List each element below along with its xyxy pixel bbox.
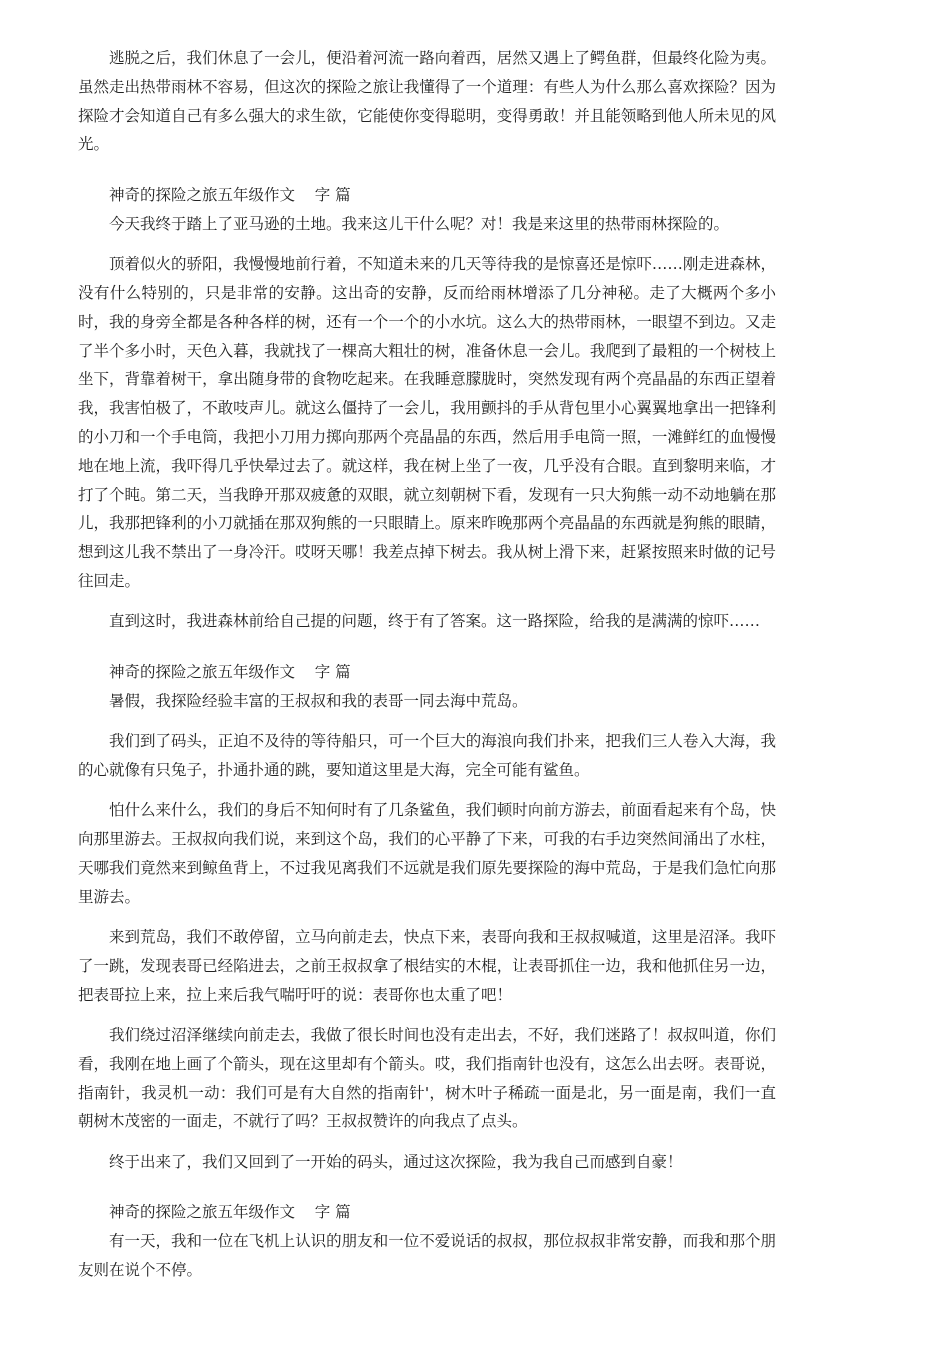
- paragraph: 来到荒岛，我们不敢停留，立马向前走去，快点下来，表哥向我和王叔叔喊道，这里是沼泽。我吓了一跳，发现表哥已经陷进去，之前王叔叔拿了根结实的木棍，让表哥抓住一边，我和他抓住另一边，把表哥拉上来，拉上来后我气喘吁吁的说：表哥你也太重了吧！: [78, 928, 776, 1004]
- paragraph: 怕什么来什么，我们的身后不知何时有了几条鲨鱼，我们顿时向前方游去，前面看起来有个岛，快向那里游去。王叔叔向我们说，来到这个岛，我们的心平静了下来，可我的右手边突然间涌出了水柱，天哪我们竟然来到鲸鱼背上，不过我见离我们不远就是我们原先要探险的海中荒岛，于是我们急忙向那里游去。: [78, 801, 776, 906]
- paragraph: 今天我终于踏上了亚马逊的土地。我来这儿干什么呢？对！我是来这里的热带雨林探险的。: [109, 214, 730, 233]
- essay-section: [78, 181, 776, 636]
- paragraph: 我们到了码头，正迫不及待的等待船只，可一个巨大的海浪向我们扑来，把我们三人卷入大海，我的心就像有只兔子，扑通扑通的跳，要知道这里是大海，完全可能有鲨鱼。: [78, 732, 776, 780]
- essay-section: [78, 658, 776, 1176]
- essay-title: 神奇的探险之旅五年级作文 字 篇: [109, 1203, 351, 1222]
- essay-section: [78, 1198, 776, 1284]
- document-page: [78, 44, 776, 1296]
- essay-title: 神奇的探险之旅五年级作文 字 篇: [109, 663, 351, 682]
- paragraph: 暑假，我探险经验丰富的王叔叔和我的表哥一同去海中荒岛。: [109, 691, 528, 710]
- paragraph: 直到这时，我进森林前给自己提的问题，终于有了答案。这一路探险，给我的是满满的惊吓……: [109, 612, 761, 631]
- essay-title: 神奇的探险之旅五年级作文 字 篇: [109, 186, 351, 205]
- paragraph: 顶着似火的骄阳，我慢慢地前行着，不知道未来的几天等待我的是惊喜还是惊吓……刚走进森林，没有什么特别的，只是非常的安静。这出奇的安静，反而给雨林增添了几分神秘。走了大概两个多小时，我的身旁全都是各种各样的树，还有一个一个的小水坑。这么大的热带雨林，一眼望不到边。又走了半个多小时，天色入暮，我就找了一棵高大粗壮的树，准备休息一会儿。我爬到了最粗的一个树枝上坐下，背靠着树干，拿出随身带的食物吃起来。在我睡意朦胧时，突然发现有两个亮晶晶的东西正望着我，我害怕极了，不敢吱声儿。就这么僵持了一会儿，我用颤抖的手从背包里小心翼翼地拿出一把锋利的小刀和一个手电筒，我把小刀用力掷向那两个亮晶晶的东西，然后用手电筒一照，一滩鲜红的血慢慢地在地上流，我吓得几乎快晕过去了。就这样，我在树上坐了一夜，几乎没有合眼。直到黎明来临，才打了个盹。第二天，当我睁开那双疲惫的双眼，就立刻朝树下看，发现有一只大狗熊一动不动地躺在那儿，我那把锋利的小刀就插在那双狗熊的一只眼睛上。原来昨晚那两个亮晶晶的东西就是狗熊的眼睛，想到这儿我不禁出了一身冷汗。哎呀天哪！我差点掉下树去。我从树上滑下来，赶紧按照来时做的记号往回走。: [78, 255, 776, 591]
- essay-section: [78, 44, 776, 159]
- paragraph: 我们绕过沼泽继续向前走去，我做了很长时间也没有走出去，不好，我们迷路了！叔叔叫道，你们看，我刚在地上画了个箭头，现在这里却有个箭头。哎，我们指南针也没有，这怎么出去呀。表哥说，指南针，我灵机一动：我们可是有大自然的指南针'，树木叶子稀疏一面是北，另一面是南，我们一直朝树木茂密的一面走，不就行了吗？王叔叔赞许的向我点了点头。: [78, 1025, 776, 1131]
- paragraph: 逃脱之后，我们休息了一会儿，便沿着河流一路向着西，居然又遇上了鳄鱼群，但最终化险为夷。虽然走出热带雨林不容易，但这次的探险之旅让我懂得了一个道理：有些人为什么那么喜欢探险？因为探险才会知道自己有多么强大的求生欲，它能使你变得聪明，变得勇敢！并且能领略到他人所未见的风光。: [78, 49, 776, 154]
- paragraph: 有一天，我和一位在飞机上认识的朋友和一位不爱说话的叔叔，那位叔叔非常安静，而我和那个朋友则在说个不停。: [78, 1232, 776, 1279]
- paragraph: 终于出来了，我们又回到了一开始的码头，通过这次探险，我为我自己而感到自豪！: [109, 1152, 683, 1171]
